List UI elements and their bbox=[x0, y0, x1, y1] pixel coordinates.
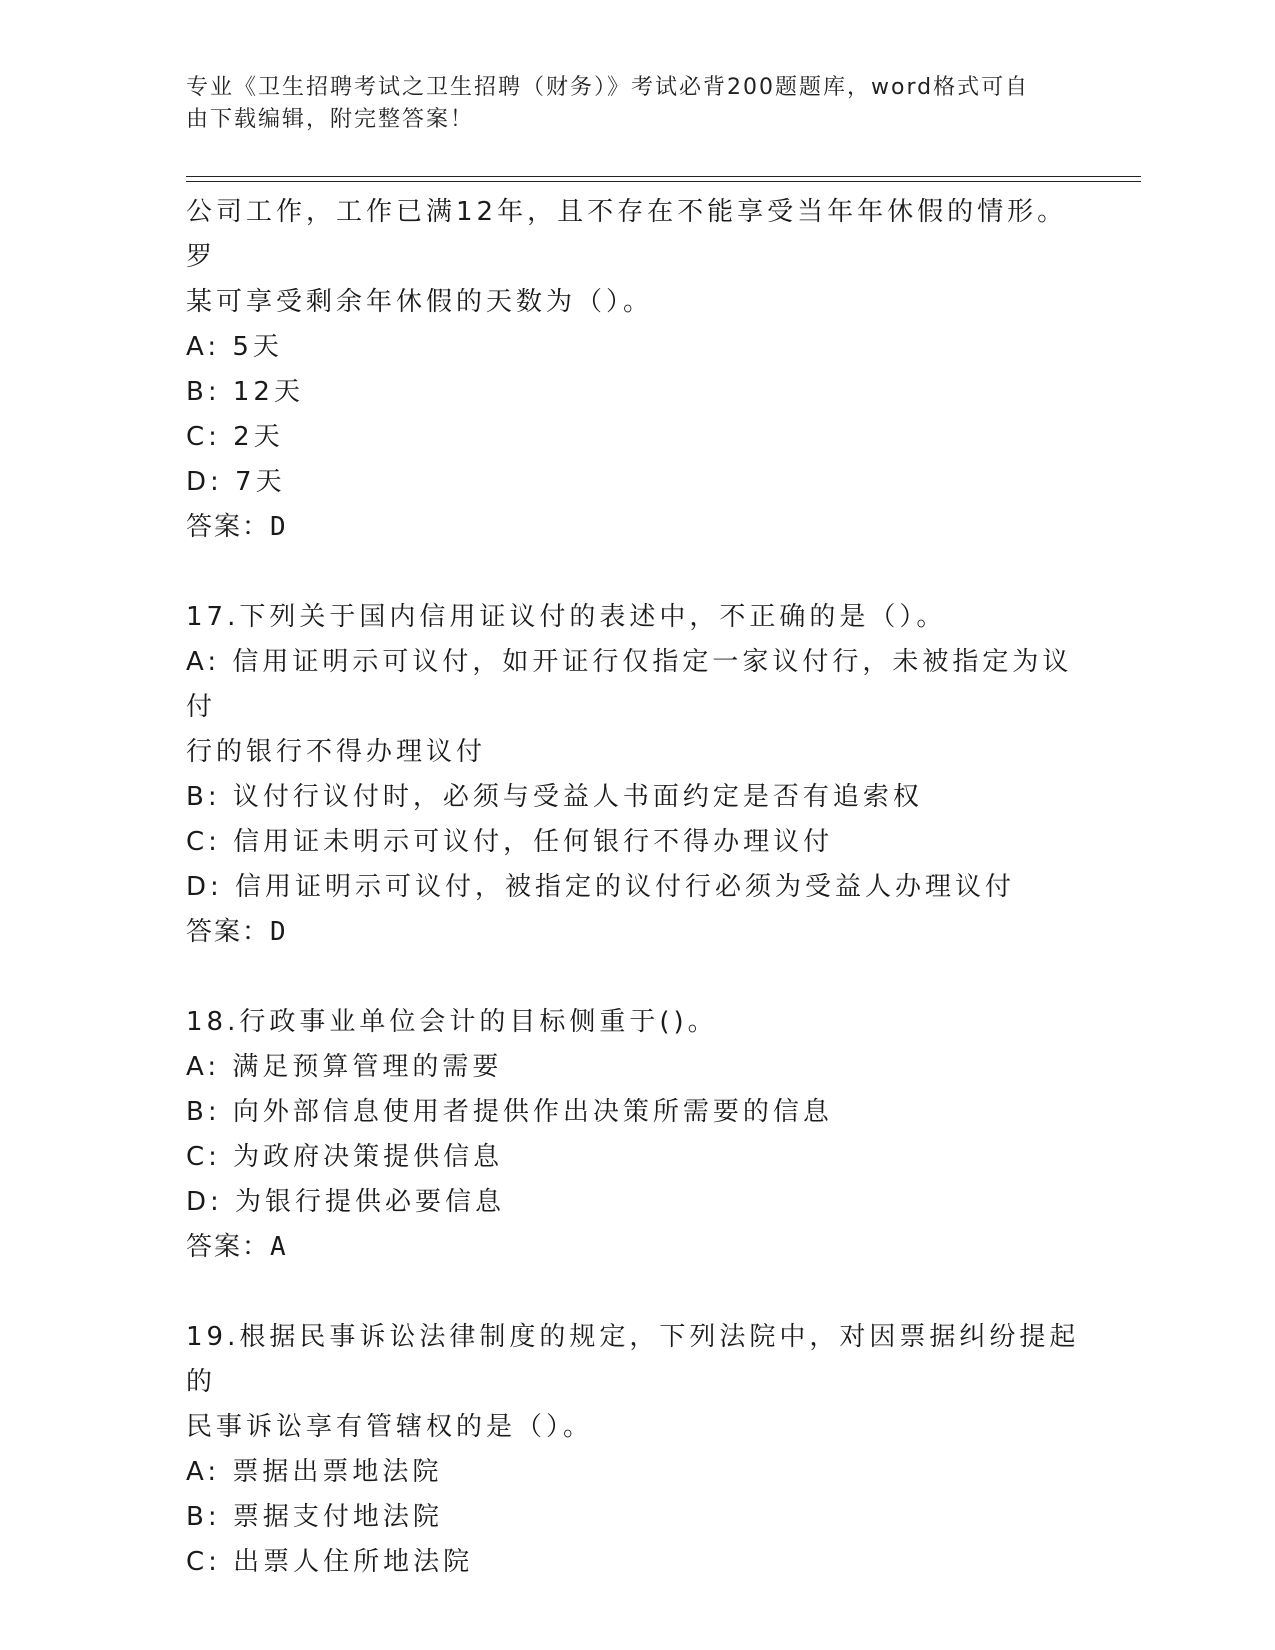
header-line-1: 专业《卫生招聘考试之卫生招聘（财务）》考试必背200题题库，word格式可自 bbox=[186, 75, 1030, 100]
option-b: B: 向外部信息使用者提供作出决策所需要的信息 bbox=[186, 1097, 833, 1127]
question-stem: 公司工作，工作已满12年，且不存在不能享受当年年休假的情形。罗 bbox=[186, 197, 1068, 272]
option-a: A: 票据出票地法院 bbox=[186, 1457, 443, 1487]
question-stem: 19.根据民事诉讼法律制度的规定，下列法院中，对因票据纠纷提起的 bbox=[186, 1322, 1080, 1397]
header-line-2: 由下载编辑，附完整答案！ bbox=[186, 107, 475, 132]
option-a: A: 信用证明示可议付，如开证行仅指定一家议付行，未被指定为议付 bbox=[186, 647, 1073, 722]
question-17 bbox=[186, 595, 1086, 955]
question-18 bbox=[186, 1000, 1086, 1270]
option-c: C: 为政府决策提供信息 bbox=[186, 1142, 504, 1172]
option-a-continued: 行的银行不得办理议付 bbox=[186, 737, 487, 767]
option-c: C: 出票人住所地法院 bbox=[186, 1547, 474, 1577]
option-b: B: 议付行议付时，必须与受益人书面约定是否有追索权 bbox=[186, 782, 923, 812]
spacer bbox=[186, 550, 1086, 595]
question-16 bbox=[186, 190, 1086, 550]
option-d: D: 信用证明示可议付，被指定的议付行必须为受益人办理议付 bbox=[186, 872, 1016, 902]
answer: 答案：A bbox=[186, 1232, 288, 1262]
option-a: A: 5天 bbox=[186, 332, 283, 362]
answer: 答案：D bbox=[186, 917, 288, 947]
spacer bbox=[186, 955, 1086, 1000]
document-header bbox=[186, 72, 1066, 136]
option-c: C: 2天 bbox=[186, 422, 284, 452]
document-body bbox=[186, 190, 1086, 1585]
question-stem-continued: 某可享受剩余年休假的天数为（）。 bbox=[186, 287, 654, 317]
answer: 答案：D bbox=[186, 512, 288, 542]
question-stem-continued: 民事诉讼享有管辖权的是（）。 bbox=[186, 1412, 594, 1442]
option-a: A: 满足预算管理的需要 bbox=[186, 1052, 503, 1082]
option-d: D: 为银行提供必要信息 bbox=[186, 1187, 506, 1217]
option-c: C: 信用证未明示可议付，任何银行不得办理议付 bbox=[186, 827, 834, 857]
question-19 bbox=[186, 1315, 1086, 1585]
option-d: D: 7天 bbox=[186, 467, 286, 497]
header-divider-top bbox=[186, 176, 1141, 177]
option-b: B: 12天 bbox=[186, 377, 304, 407]
option-b: B: 票据支付地法院 bbox=[186, 1502, 443, 1532]
question-stem: 17.下列关于国内信用证议付的表述中，不正确的是（）。 bbox=[186, 602, 947, 632]
question-stem: 18.行政事业单位会计的目标侧重于()。 bbox=[186, 1007, 718, 1037]
spacer bbox=[186, 1270, 1086, 1315]
header-divider-bottom bbox=[186, 181, 1141, 182]
